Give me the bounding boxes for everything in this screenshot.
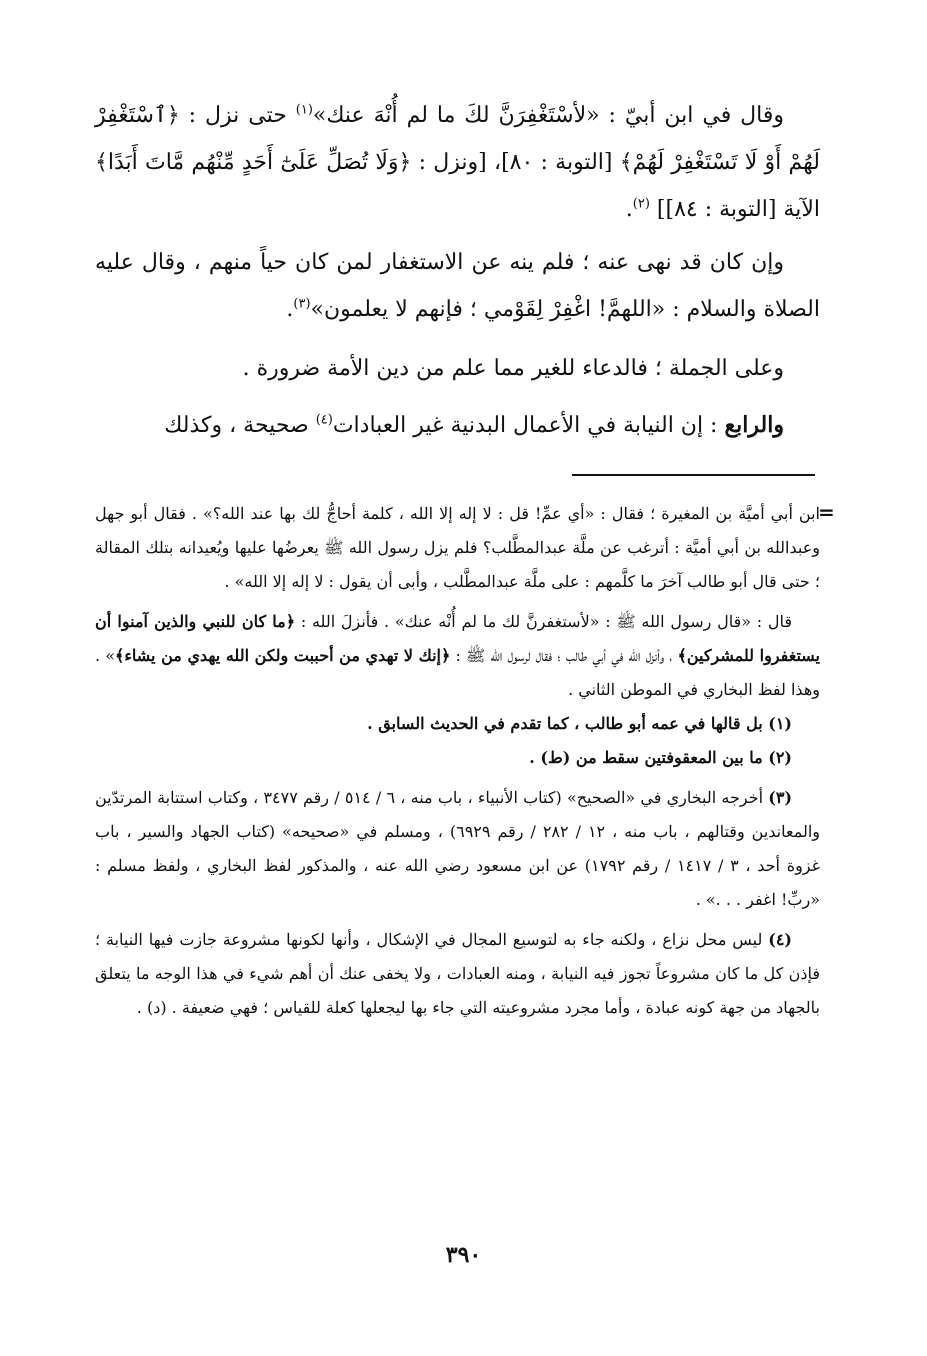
footnote-ref: (٤) [315,412,333,428]
footnote-ref: (١) [295,102,313,118]
footnote-text: قال : «قال رسول الله ﷺ : «لأستغفرنَّ لك ما لم أُنْه عنك» . فأنزلَ الله : [295,612,793,631]
footnote-ref: (٣) [293,296,311,312]
footnote-text: ما بين المعقوفتين سقط من (ط) . [529,748,769,767]
footnote-text: ليس محل نزاع ، ولكنه جاء به لتوسيع المجال في الإشكال ، وأنها لكونها مشروعة جازت فيها النيابة ؛ فإذن كل ما كان مشروعاً تجوز فيه النيابة ، ومنه العبادات ، ولا يخفى عنك أن أهم شيء في هذا الوجه ما يتعلق بالجهاد من جهة كونه عبادة ، وأما مجرد مشروعيته التي جاء بها ليجعلها كعلة للقياس ؛ فهي ضعيفة . (د) . [95,930,821,1017]
footnote-text: أخرجه البخاري في «الصحيح» (كتاب الأنبياء ، باب منه ، ٦ / ٥١٤ / رقم ٣٤٧٧ ، وكتاب استتابة المرتدّين والمعاندين وقتالهم ، باب منه ، ١٢ / ٢٨٢ / رقم ٦٩٢٩) ، ومسلم في «صحيحه» (كتاب الجهاد والسير ، باب غزوة أحد ، ٣ / ١٤١٧ / رقم ١٧٩٢) عن ابن مسعود رضي الله عنه ، والمذكور لفظ البخاري ، ولفظ مسلم : «ربِّ! اغفر . . .» . [95,788,821,909]
paragraph-4 [95,402,820,449]
footnote-number: (١) [768,714,792,733]
page-number: ٣٩٠ [445,1242,482,1268]
paragraph-text: حتى نزل : ﴿ٱسْتَغْفِرْ لَهُمْ أَوْ لَا تَسْتَغْفِرْ لَهُمْ﴾ [التوبة : ٨٠]، [ونزل : ﴿وَلَا تُصَلِّ عَلَىٰٓ أَحَدٍ مِّنْهُم مَّاتَ أَبَدًا﴾ الآية [التوبة : ٨٤]] [95,103,820,222]
footnote-3 [95,781,820,917]
paragraph-2 [95,239,820,333]
footnote-1 [95,707,820,741]
footnote-text: » . وهذا لفظ البخاري في الموطن الثاني . [95,646,820,699]
paragraph-text: . [286,297,294,322]
quran-quote: ﴿إنك لا تهدي من أحببت ولكن الله يهدي من يشاء﴾ [115,646,451,665]
paragraph-1 [95,92,820,233]
footnote-text: ، وأنزل الله في أبي طالب ؛ فقال لرسول الله ﷺ : [450,646,678,665]
main-text [95,92,820,449]
footnote-text: بل قالها في عمه أبو طالب ، كما تقدم في الحديث السابق . [367,714,769,733]
footnote-number: (٢) [768,748,792,767]
quran-quote: ﴿ما كان للنبي والذين آمنوا أن يستغفروا للمشركين﴾ [95,612,820,665]
footnote-number: (٤) [768,930,792,949]
footnotes [95,497,820,1025]
paragraph-3: وعلى الجملة ؛ فالدعاء للغير مما علم من دين الأمة ضرورة . [242,356,784,381]
paragraph-text: وقال في ابن أبيّ : «لأسْتَغْفِرَنَّ لكَ ما لم أُنْهَ عنك» [312,103,784,128]
footnote-2 [95,741,820,775]
paragraph-text: . [625,197,633,222]
continuation-mark: = [818,500,835,524]
paragraph-text: وإن كان قد نهى عنه ؛ فلم ينه عن الاستغفار لمن كان حياً منهم ، وقال عليه الصلاة والسلام : «اللهمَّ! اغْفِرْ لِقَوْمي ؛ فإنهم لا يعلمون» [95,250,820,322]
footnote-continuation-quote [95,605,820,707]
footnote-continuation: ابن أبي أميَّة بن المغيرة ؛ فقال : «أي عمِّ! قل : لا إله إلا الله ، كلمة أحاجُّ لك بها عند الله؟» . فقال أبو جهل وعبدالله بن أبي أميَّة : أترغب عن ملَّة عبدالمطَّلب؟ فلم يزل رسول الله ﷺ يعرضُها عليها ويُعيدانه بتلك المقالة ؛ حتى قال أبو طالب آخرَ ما كلَّمهم : على ملَّة عبدالمطَّلب ، وأبى أن يقول : لا إله إلا الله» . [95,504,821,591]
footnote-ref: (٢) [632,196,650,212]
paragraph-lead: والرابع [724,412,784,438]
paragraph-text: : إن النيابة في الأعمال البدنية غير العبادات [332,413,725,438]
footnote-4 [95,923,820,1025]
paragraph-text: صحيحة ، وكذلك [164,413,316,438]
footnote-number: (٣) [768,788,793,807]
footnote-separator [572,474,815,476]
